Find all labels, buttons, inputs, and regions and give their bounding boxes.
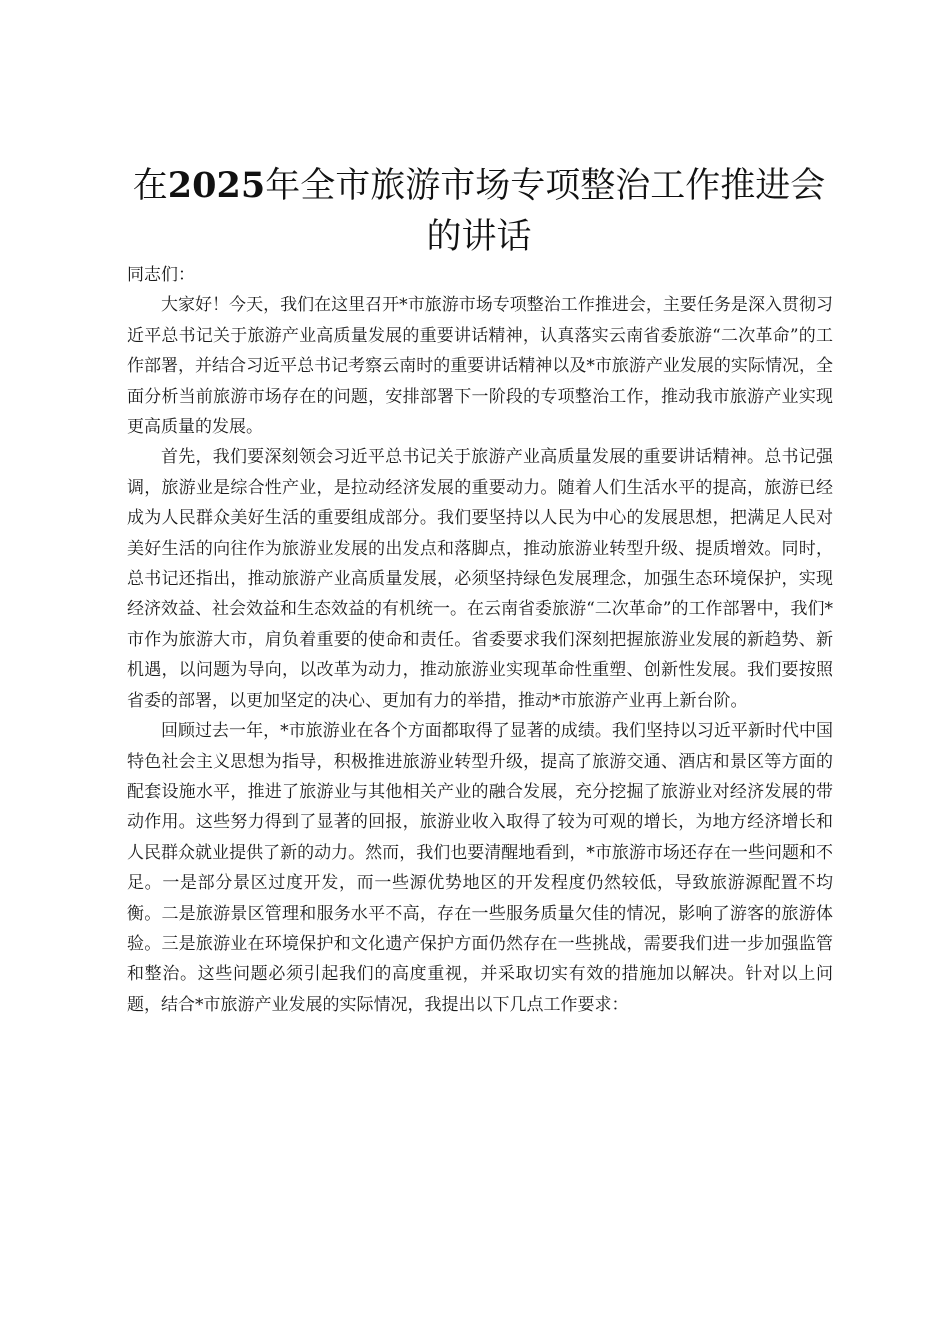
document-body <box>127 260 833 1020</box>
title-line-1: 在2025年全市旅游市场专项整治工作推进会 <box>132 165 826 206</box>
paragraph: 回顾过去一年，*市旅游业在各个方面都取得了显著的成绩。我们坚持以习近平新时代中国特色社会主义思想为指导，积极推进旅游业转型升级，提高了旅游交通、酒店和景区等方面的配套设施水平，推进了旅游业与其他相关产业的融合发展，充分挖掘了旅游业对经济发展的带动作用。这些努力得到了显著的回报，旅游业收入取得了较为可观的增长，为地方经济增长和人民群众就业提供了新的动力。然而，我们也要清醒地看到，*市旅游市场还存在一些问题和不足。一是部分景区过度开发，而一些源优势地区的开发程度仍然较低，导致旅游源配置不均衡。二是旅游景区管理和服务水平不高，存在一些服务质量欠佳的情况，影响了游客的旅游体验。三是旅游业在环境保护和文化遗产保护方面仍然存在一些挑战，需要我们进一步加强监管和整治。这些问题必须引起我们的高度重视，并采取切实有效的措施加以解决。针对以上问题，结合*市旅游产业发展的实际情况，我提出以下几点工作要求： <box>127 721 833 1015</box>
salutation: 同志们： <box>127 265 195 285</box>
title-year: 2025 <box>167 165 266 206</box>
document-title <box>118 160 840 263</box>
paragraph: 首先，我们要深刻领会习近平总书记关于旅游产业高质量发展的重要讲话精神。总书记强调，旅游业是综合性产业，是拉动经济发展的重要动力。随着人们生活水平的提高，旅游已经成为人民群众美好生活的重要组成部分。我们要坚持以人民为中心的发展思想，把满足人民对美好生活的向往作为旅游业发展的出发点和落脚点，推动旅游业转型升级、提质增效。同时，总书记还指出，推动旅游产业高质量发展，必须坚持绿色发展理念，加强生态环境保护，实现经济效益、社会效益和生态效益的有机统一。在云南省委旅游“二次革命”的工作部署中，我们*市作为旅游大市，肩负着重要的使命和责任。省委要求我们深刻把握旅游业发展的新趋势、新机遇，以问题为导向，以改革为动力，推动旅游业实现革命性重塑、创新性发展。我们要按照省委的部署，以更加坚定的决心、更加有力的举措，推动*市旅游产业再上新台阶。 <box>127 447 833 711</box>
title-line-2: 的讲话 <box>426 217 532 257</box>
paragraph: 大家好！今天，我们在这里召开*市旅游市场专项整治工作推进会，主要任务是深入贯彻习近平总书记关于旅游产业高质量发展的重要讲话精神，认真落实云南省委旅游“二次革命”的工作部署，并结合习近平总书记考察云南时的重要讲话精神以及*市旅游产业发展的实际情况，全面分析当前旅游市场存在的问题，安排部署下一阶段的专项整治工作，推动我市旅游产业实现更高质量的发展。 <box>127 295 833 438</box>
